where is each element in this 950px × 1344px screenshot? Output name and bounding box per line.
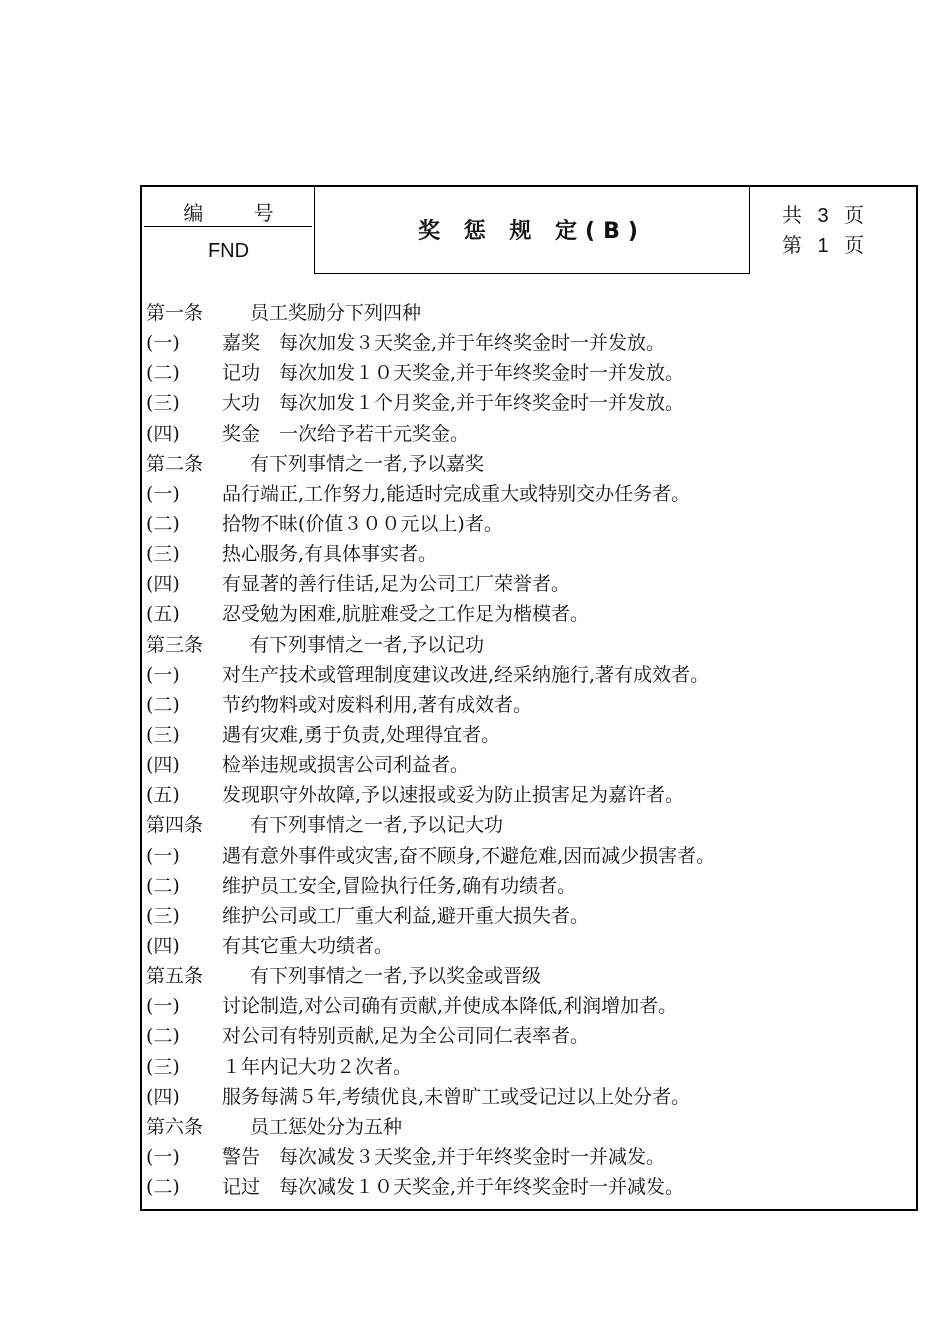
regulation-body — [146, 298, 906, 1202]
item-marker: (一) — [146, 332, 180, 355]
list-item — [146, 358, 906, 388]
document-title: 奖 惩 规 定(B) — [314, 185, 750, 274]
article-heading — [146, 810, 906, 840]
total-pages-value: 3 — [817, 205, 829, 227]
item-text: 对生产技术或管理制度建议改进,经采纳施行,著有成效者。 — [222, 663, 710, 686]
list-item — [146, 328, 906, 358]
list-item — [146, 1172, 906, 1202]
item-marker: (三) — [146, 904, 180, 927]
list-item — [146, 1142, 906, 1172]
item-marker: (一) — [146, 663, 180, 686]
item-marker: (一) — [146, 1145, 180, 1168]
item-marker: (五) — [146, 784, 180, 807]
item-marker: (三) — [146, 1055, 180, 1078]
article-title: 有下列事情之一者,予以记大功 — [250, 814, 504, 837]
list-item — [146, 1052, 906, 1082]
article-heading — [146, 449, 906, 479]
item-text: 节约物料或对废料利用,著有成效者。 — [222, 693, 533, 716]
article-number: 第三条 — [146, 633, 204, 656]
list-item — [146, 1021, 906, 1051]
total-pages-prefix: 共 — [782, 203, 802, 227]
list-item — [146, 901, 906, 931]
item-marker: (四) — [146, 934, 180, 957]
list-item — [146, 660, 906, 690]
item-text: 检举违规或损害公司利益者。 — [222, 754, 470, 777]
item-marker: (三) — [146, 723, 180, 746]
item-text: 警告 每次减发３天奖金,并于年终奖金时一并减发。 — [222, 1145, 666, 1168]
item-text: 大功 每次加发１个月奖金,并于年终奖金时一并发放。 — [222, 392, 685, 415]
list-item — [146, 388, 906, 418]
list-item — [146, 841, 906, 871]
item-marker: (四) — [146, 1085, 180, 1108]
article-title: 有下列事情之一者,予以记功 — [250, 633, 485, 656]
item-marker: (一) — [146, 995, 180, 1018]
document-frame — [140, 185, 918, 1211]
item-marker: (二) — [146, 512, 180, 535]
item-text: 有显著的善行佳话,足为公司工厂荣誉者。 — [222, 573, 571, 596]
code-divider — [144, 226, 312, 227]
item-text: 遇有灾难,勇于负责,处理得宜者。 — [222, 723, 501, 746]
item-text: 忍受勉为困难,肮脏难受之工作足为楷模者。 — [222, 603, 590, 626]
list-item — [146, 780, 906, 810]
article-title: 员工惩处分为五种 — [250, 1115, 403, 1138]
item-text: 讨论制造,对公司确有贡献,并使成本降低,利润增加者。 — [222, 995, 678, 1018]
total-pages-suffix: 页 — [844, 203, 864, 227]
item-text: 奖金 一次给予若干元奖金。 — [222, 422, 470, 445]
item-marker: (四) — [146, 754, 180, 777]
item-text: 记过 每次减发１０天奖金,并于年终奖金时一并减发。 — [222, 1176, 685, 1199]
page-counter — [782, 201, 864, 261]
item-marker: (二) — [146, 1025, 180, 1048]
item-text: 记功 每次加发１０天奖金,并于年终奖金时一并发放。 — [222, 362, 685, 385]
list-item — [146, 991, 906, 1021]
list-item — [146, 419, 906, 449]
list-item — [146, 539, 906, 569]
item-marker: (四) — [146, 422, 180, 445]
list-item — [146, 750, 906, 780]
item-text: 服务每满５年,考绩优良,未曾旷工或受记过以上处分者。 — [222, 1085, 691, 1108]
article-heading — [146, 1112, 906, 1142]
item-marker: (二) — [146, 362, 180, 385]
item-text: 维护员工安全,冒险执行任务,确有功绩者。 — [222, 874, 577, 897]
item-text: 维护公司或工厂重大利益,避开重大损失者。 — [222, 904, 590, 927]
article-heading — [146, 961, 906, 991]
item-marker: (三) — [146, 543, 180, 566]
article-number: 第六条 — [146, 1115, 204, 1138]
item-marker: (三) — [146, 392, 180, 415]
code-label: 编 号 — [183, 201, 296, 225]
list-item — [146, 1082, 906, 1112]
list-item — [146, 509, 906, 539]
item-text: 嘉奖 每次加发３天奖金,并于年终奖金时一并发放。 — [222, 332, 666, 355]
article-title: 员工奖励分下列四种 — [250, 302, 422, 324]
item-marker: (四) — [146, 573, 180, 596]
list-item — [146, 599, 906, 629]
item-text: 对公司有特别贡献,足为全公司同仁表率者。 — [222, 1025, 590, 1048]
article-heading — [146, 630, 906, 660]
article-number: 第五条 — [146, 965, 204, 988]
current-page-suffix: 页 — [844, 233, 864, 257]
item-text: 品行端正,工作努力,能适时完成重大或特别交办任务者。 — [222, 482, 691, 505]
item-marker: (一) — [146, 482, 180, 505]
article-number: 第四条 — [146, 814, 204, 837]
item-marker: (二) — [146, 874, 180, 897]
item-marker: (一) — [146, 844, 180, 867]
total-pages-row — [782, 201, 864, 231]
list-item — [146, 690, 906, 720]
item-text: 热心服务,有具体事实者。 — [222, 543, 438, 566]
item-marker: (二) — [146, 1176, 180, 1199]
article-number: 第二条 — [146, 452, 204, 475]
current-page-value: 1 — [817, 235, 829, 257]
list-item — [146, 479, 906, 509]
list-item — [146, 931, 906, 961]
item-text: 发现职守外故障,予以速报或妥为防止损害足为嘉许者。 — [222, 784, 685, 807]
list-item — [146, 720, 906, 750]
item-text: 有其它重大功绩者。 — [222, 934, 394, 957]
item-marker: (二) — [146, 693, 180, 716]
article-number: 第一条 — [146, 302, 204, 324]
list-item — [146, 569, 906, 599]
article-title: 有下列事情之一者,予以嘉奖 — [250, 452, 485, 475]
current-page-prefix: 第 — [782, 233, 802, 257]
article-title: 有下列事情之一者,予以奖金或晋级 — [250, 965, 542, 988]
current-page-row — [782, 231, 864, 261]
list-item — [146, 871, 906, 901]
item-text: 遇有意外事件或灾害,奋不顾身,不避危难,因而减少损害者。 — [222, 844, 716, 867]
code-cell — [142, 187, 315, 274]
item-marker: (五) — [146, 603, 180, 626]
article-heading — [146, 298, 906, 328]
code-value: FND — [207, 240, 250, 262]
item-text: 拾物不昧(价值３００元以上)者。 — [222, 512, 503, 535]
item-text: １年内记大功２次者。 — [222, 1055, 413, 1078]
